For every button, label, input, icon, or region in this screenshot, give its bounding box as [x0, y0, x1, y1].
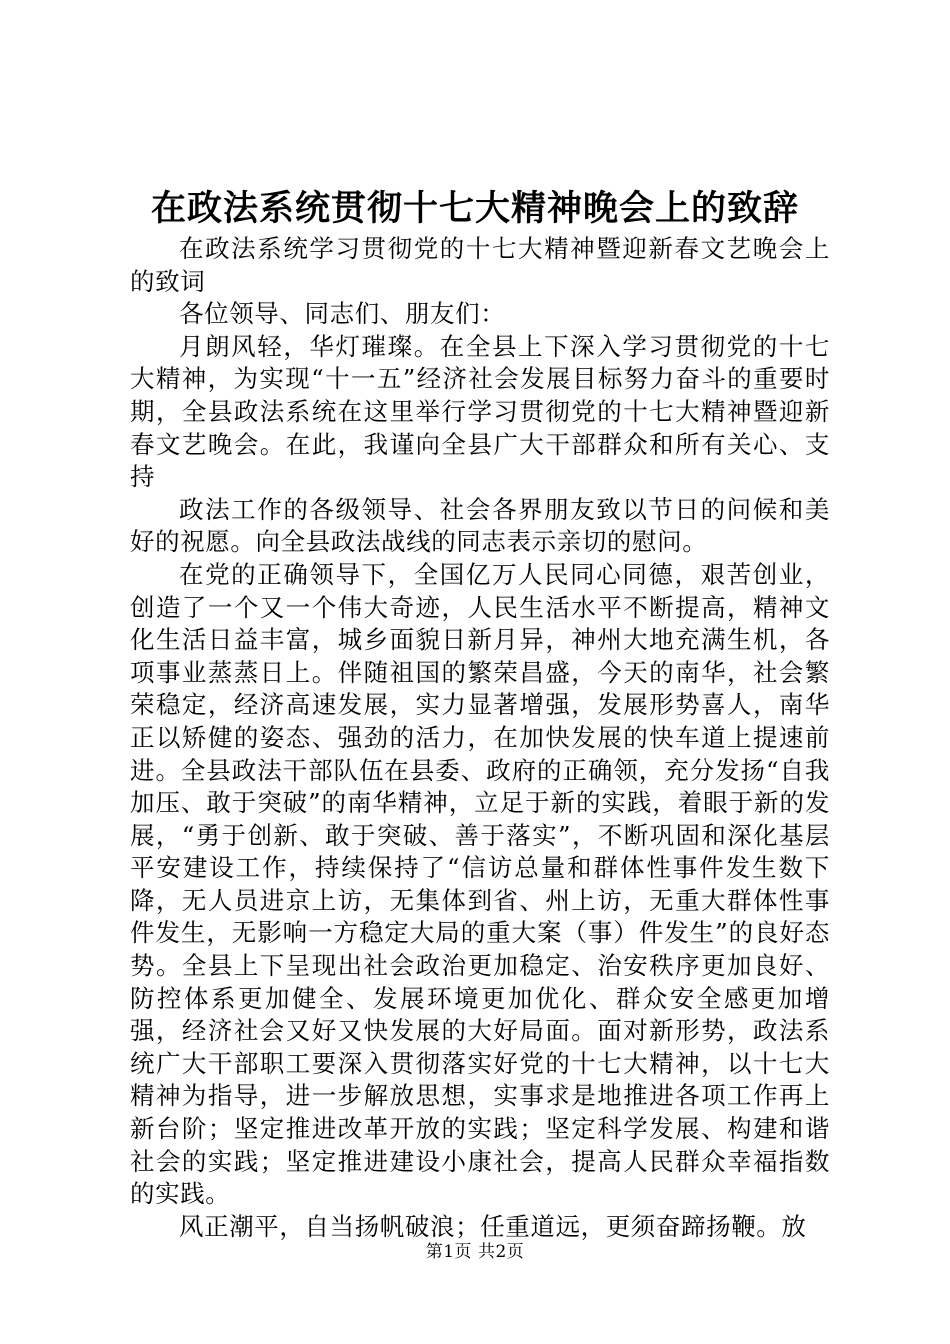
- page-number-footer: 第1页 共2页: [425, 1242, 525, 1262]
- paragraph-greeting: 政法工作的各级领导、社会各界朋友致以节日的问候和美好的祝愿。向全县政法战线的同志表示亲切的慰问。: [130, 494, 830, 557]
- document-body: [130, 233, 830, 1243]
- paragraph-subtitle: 在政法系统学习贯彻党的十七大精神暨迎新春文艺晚会上的致词: [130, 234, 830, 296]
- paragraph-salutation: 各位领导、同志们、朋友们：: [179, 299, 506, 329]
- paragraph-main: 在党的正确领导下，全国亿万人民同心同德，艰苦创业，创造了一个又一个伟大奇迹，人民生活水平不断提高，精神文化生活日益丰富，城乡面貌日新月异，神州大地充满生机，各项事业蒸蒸日上。伴随祖国的繁荣昌盛，今天的南华，社会繁荣稳定，经济高速发展，实力显著增强，发展形势喜人，南华正以矫健的姿态、强劲的活力，在加快发展的快车道上提速前进。全县政法干部队伍在县委、政府的正确领，充分发扬“自我加压、敢于突破”的南华精神，立足于新的实践，着眼于新的发展，“勇于创新、敢于突破、善于落实”，不断巩固和深化基层平安建设工作，持续保持了“信访总量和群体性事件发生数下降，无人员进京上访，无集体到省、州上访，无重大群体性事件发生，无影响一方稳定大局的重大案（事）件发生”的良好态势。全县上下呈现出社会政治更加稳定、治安秩序更加良好、防控体系更加健全、发展环境更加优化、群众安全感更加增强，经济社会又好又快发展的大好局面。面对新形势，政法系统广大干部职工要深入贯彻落实好党的十七大精神，以十七大精神为指导，进一步解放思想，实事求是地推进各项工作再上新台阶；坚定推进改革开放的实践；坚定科学发展、构建和谐社会的实践；坚定推进建设小康社会，提高人民群众幸福指数的实践。: [130, 559, 830, 1209]
- document-title: 在政法系统贯彻十七大精神晚会上的致辞: [150, 188, 799, 229]
- paragraph-opening: 月朗风轻，华灯璀璨。在全县上下深入学习贯彻党的十七大精神，为实现“十一五”经济社会发展目标努力奋斗的重要时期，全县政法系统在这里举行学习贯彻党的十七大精神暨迎新春文艺晚会。在此，我谨向全县广大干部群众和所有关心、支持: [130, 331, 830, 492]
- paragraph-closing: 风正潮平，自当扬帆破浪；任重道远，更须奋蹄扬鞭。放: [179, 1211, 807, 1241]
